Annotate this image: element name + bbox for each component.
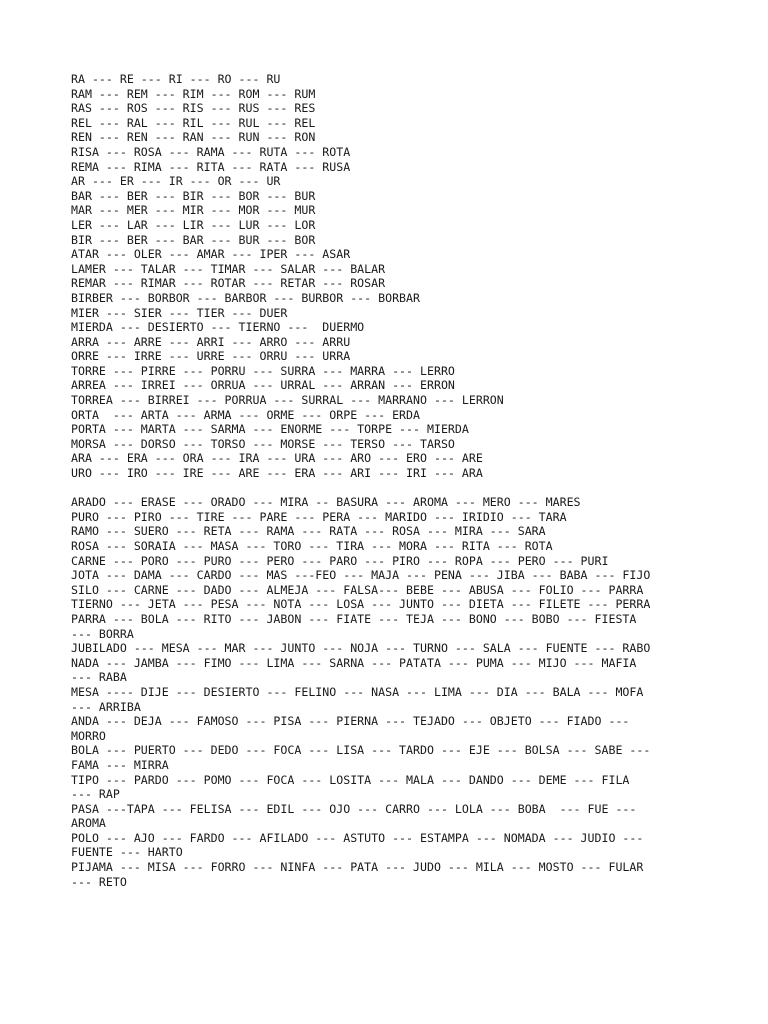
text-line: RAS --- ROS --- RIS --- RUS --- RES xyxy=(71,101,316,116)
text-line: JUBILADO --- MESA --- MAR --- JUNTO --- NOJA --- TURNO --- SALA --- FUENTE --- RABO xyxy=(71,641,651,656)
text-line: ARREA --- IRREI --- ORRUA --- URRAL --- ARRAN --- ERRON xyxy=(71,378,455,393)
text-line: NADA --- JAMBA --- FIMO --- LIMA --- SARNA --- PATATA --- PUMA --- MIJO --- MAFIA --- RABA xyxy=(71,655,637,685)
section-spacer xyxy=(71,481,711,496)
text-line: MORSA --- DORSO --- TORSO --- MORSE --- TERSO --- TARSO xyxy=(71,436,455,451)
text-line: PASA ---TAPA --- FELISA --- EDIL --- OJO --- CARRO --- LOLA --- BOBA --- FUE --- AROMA xyxy=(71,801,637,831)
text-line: JOTA --- DAMA --- CARDO --- MAS ---FEO --- MAJA --- PENA --- JIBA --- BABA --- FIJO xyxy=(71,568,651,583)
syllable-list-section-1 xyxy=(71,72,711,481)
text-line: RISA --- ROSA --- RAMA --- RUTA --- ROTA xyxy=(71,144,351,159)
text-line: LAMER --- TALAR --- TIMAR --- SALAR --- BALAR xyxy=(71,261,386,276)
text-line: TORRE --- PIRRE --- PORRU --- SURRA --- MARRA --- LERRO xyxy=(71,363,455,378)
text-line: CARNE --- PORO --- PURO --- PERO --- PARO --- PIRO --- ROPA --- PERO --- PURI xyxy=(71,553,609,568)
text-line: TORREA --- BIRREI --- PORRUA --- SURRAL --- MARRANO --- LERRON xyxy=(71,393,504,408)
text-line: PURO --- PIRO --- TIRE --- PARE --- PERA --- MARIDO --- IRIDIO --- TARA xyxy=(71,509,567,524)
text-line: REL --- RAL --- RIL --- RUL --- REL xyxy=(71,115,316,130)
text-line: MESA ---- DIJE --- DESIERTO --- FELINO --- NASA --- LIMA --- DIA --- BALA --- MOFA --- ARRIBA xyxy=(71,684,644,714)
text-line: MIER --- SIER --- TIER --- DUER xyxy=(71,305,288,320)
text-line: MIERDA --- DESIERTO --- TIERNO --- DUERMO xyxy=(71,320,365,335)
document-page xyxy=(71,72,711,889)
text-line: ARA --- ERA --- ORA --- IRA --- URA --- ARO --- ERO --- ARE xyxy=(71,451,483,466)
text-line: BIR --- BER --- BAR --- BUR --- BOR xyxy=(71,232,316,247)
text-line: RAM --- REM --- RIM --- ROM --- RUM xyxy=(71,86,316,101)
text-line: ORRE --- IRRE --- URRE --- ORRU --- URRA xyxy=(71,349,351,364)
word-list-section-2 xyxy=(71,495,711,889)
text-line: MAR --- MER --- MIR --- MOR --- MUR xyxy=(71,203,316,218)
text-line: URO --- IRO --- IRE --- ARE --- ERA --- ARI --- IRI --- ARA xyxy=(71,466,483,481)
text-line: BIRBER --- BORBOR --- BARBOR --- BURBOR --- BORBAR xyxy=(71,290,421,305)
text-line: POLO --- AJO --- FARDO --- AFILADO --- ASTUTO --- ESTAMPA --- NOMADA --- JUDIO --- FUENTE --- HARTO xyxy=(71,830,644,860)
text-line: ARADO --- ERASE --- ORADO --- MIRA -- BASURA --- AROMA --- MERO --- MARES xyxy=(71,495,581,510)
text-line: PARRA --- BOLA --- RITO --- JABON --- FIATE --- TEJA --- BONO --- BOBO --- FIESTA --- BORRA xyxy=(71,611,637,641)
text-line: RA --- RE --- RI --- RO --- RU xyxy=(71,72,281,86)
text-line: ROSA --- SORAIA --- MASA --- TORO --- TIRA --- MORA --- RITA --- ROTA xyxy=(71,539,553,553)
text-line: BOLA --- PUERTO --- DEDO --- FOCA --- LISA --- TARDO --- EJE --- BOLSA --- SABE --- FAMA --- MIRRA xyxy=(71,743,651,772)
text-line: AR --- ER --- IR --- OR --- UR xyxy=(71,174,281,189)
text-line: REMAR --- RIMAR --- ROTAR --- RETAR --- ROSAR xyxy=(71,276,386,291)
text-line: BAR --- BER --- BIR --- BOR --- BUR xyxy=(71,188,316,203)
text-line: SILO --- CARNE --- DADO --- ALMEJA --- FALSA--- BEBE --- ABUSA --- FOLIO --- PARRA xyxy=(71,582,644,597)
text-line: TIPO --- PARDO --- POMO --- FOCA --- LOSITA --- MALA --- DANDO --- DEME --- FILA --- RAP xyxy=(71,772,630,802)
text-line: ORTA --- ARTA --- ARMA --- ORME --- ORPE --- ERDA xyxy=(71,407,421,422)
text-line: REMA --- RIMA --- RITA --- RATA --- RUSA xyxy=(71,159,351,174)
text-line: LER --- LAR --- LIR --- LUR --- LOR xyxy=(71,217,316,232)
text-line: ARRA --- ARRE --- ARRI --- ARRO --- ARRU xyxy=(71,334,351,349)
text-line: REN --- REN --- RAN --- RUN --- RON xyxy=(71,130,316,145)
text-line: PORTA --- MARTA --- SARMA --- ENORME --- TORPE --- MIERDA xyxy=(71,422,469,437)
text-line: ATAR --- OLER --- AMAR --- IPER --- ASAR xyxy=(71,247,351,262)
text-line: ANDA --- DEJA --- FAMOSO --- PISA --- PIERNA --- TEJADO --- OBJETO --- FIADO --- MORRO xyxy=(71,714,630,743)
text-line: PIJAMA --- MISA --- FORRO --- NINFA --- PATA --- JUDO --- MILA --- MOSTO --- FULAR --- RETO xyxy=(71,860,644,889)
text-line: TIERNO --- JETA --- PESA --- NOTA --- LOSA --- JUNTO --- DIETA --- FILETE --- PERRA xyxy=(71,597,651,612)
text-line: RAMO --- SUERO --- RETA --- RAMA --- RATA --- ROSA --- MIRA --- SARA xyxy=(71,524,546,539)
